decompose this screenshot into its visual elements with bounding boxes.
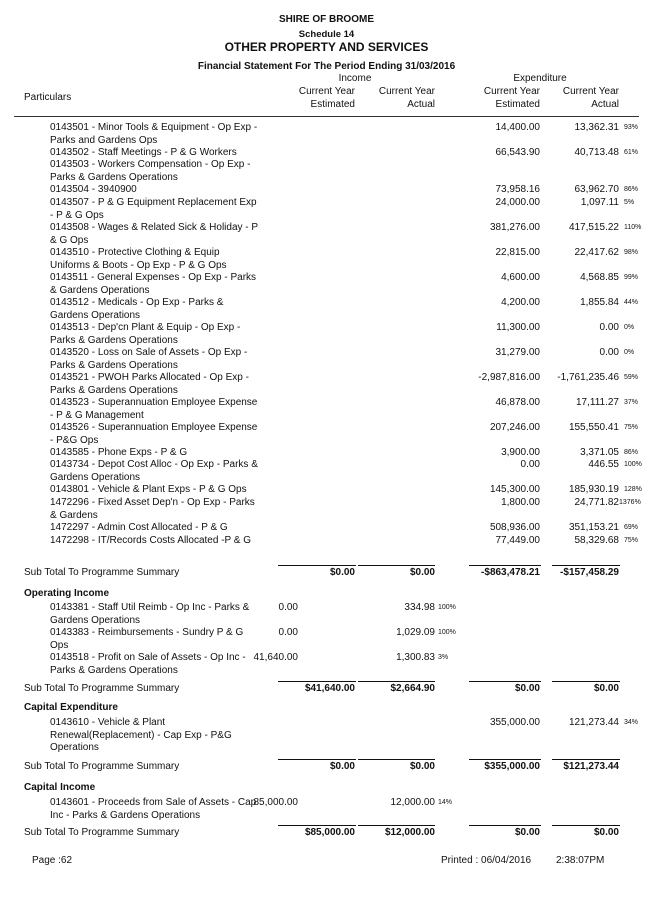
subtotal-rule	[469, 681, 541, 682]
subtotal-label: Sub Total To Programme Summary	[24, 827, 180, 838]
expenditure-actual: -1,761,235.46	[557, 372, 619, 383]
account-description: 1472298 - IT/Records Costs Allocated -P & G	[50, 535, 252, 546]
expenditure-estimated: 1,800.00	[501, 497, 540, 508]
income-estimated: 85,000.00	[253, 797, 298, 808]
income-estimated: 41,640.00	[253, 652, 298, 663]
income-group-header: Income	[338, 73, 372, 84]
expenditure-actual: 63,962.70	[574, 184, 619, 195]
subtotal-income-actual: $0.00	[409, 761, 435, 772]
subtotal-rule	[358, 565, 435, 566]
income-percent: 3%	[438, 654, 449, 661]
expenditure-actual: 0.00	[599, 347, 619, 358]
capital-expenditure-title: Capital Expenditure	[24, 702, 118, 713]
income-estimated: 0.00	[278, 602, 298, 613]
subtotal-label: Sub Total To Programme Summary	[24, 761, 180, 772]
capital-income-title: Capital Income	[24, 782, 96, 793]
subtotal-income-actual: $2,664.90	[390, 683, 435, 694]
expenditure-estimated: 0.00	[520, 459, 540, 470]
expenditure-percent: 0%	[624, 349, 635, 356]
expenditure-percent: 75%	[624, 537, 639, 544]
expenditure-percent: 44%	[624, 299, 639, 306]
expenditure-actual: 155,550.41	[568, 422, 619, 433]
account-description: 0143734 - Depot Cost Alloc - Op Exp - Parks & Gardens Operations	[50, 459, 258, 483]
expenditure-estimated: 4,600.00	[501, 272, 540, 283]
expenditure-actual: 351,153.21	[568, 522, 619, 533]
expenditure-actual: 40,713.48	[574, 147, 619, 158]
account-description: 0143801 - Vehicle & Plant Exps - P & G Ops	[50, 484, 247, 495]
account-description: 0143508 - Wages & Related Sick & Holiday - P & G Ops	[50, 222, 258, 246]
expenditure-estimated: 11,300.00	[496, 322, 540, 333]
expenditure-percent: 37%	[624, 399, 639, 406]
expenditure-actual: 22,417.62	[574, 247, 619, 258]
expenditure-estimated: 3,900.00	[501, 447, 540, 458]
expenditure-percent: 69%	[624, 524, 639, 531]
account-description: 0143518 - Profit on Sale of Assets - Op Inc - Parks & Gardens Operations	[50, 652, 246, 676]
account-description: 0143381 - Staff Util Reimb - Op Inc - Parks & Gardens Operations	[50, 602, 250, 626]
schedule-number: Schedule 14	[298, 29, 355, 40]
subtotal-rule	[469, 565, 541, 566]
expenditure-actual: 58,329.68	[574, 535, 619, 546]
expenditure-percent: 34%	[624, 719, 639, 726]
account-description: 0143610 - Vehicle & Plant Renewal(Replacement) - Cap Exp - P&G Operations	[50, 717, 232, 753]
operating-income-title: Operating Income	[24, 588, 110, 599]
header-divider	[14, 116, 639, 117]
account-description: 0143504 - 3940900	[50, 184, 137, 195]
subtotal-expenditure-estimated: $355,000.00	[484, 761, 540, 772]
expenditure-percent: 5%	[624, 199, 635, 206]
subtotal-rule	[469, 759, 541, 760]
income-estimated-header: Current Year Estimated	[298, 86, 355, 110]
expenditure-actual: 417,515.22	[568, 222, 619, 233]
account-description: 1472296 - Fixed Asset Dep'n - Op Exp - Parks & Gardens	[50, 497, 255, 521]
income-actual: 1,300.83	[396, 652, 435, 663]
subtotal-income-actual: $0.00	[409, 567, 435, 578]
expenditure-actual: 17,111.27	[575, 397, 619, 408]
subtotal-income-estimated: $85,000.00	[304, 827, 355, 838]
account-description: 0143513 - Dep'cn Plant & Equip - Op Exp - Parks & Gardens Operations	[50, 322, 241, 346]
income-actual: 334.98	[404, 602, 435, 613]
subtotal-rule	[552, 759, 620, 760]
subtotal-income-estimated: $0.00	[329, 567, 355, 578]
expenditure-estimated: 46,878.00	[495, 397, 540, 408]
account-description: 0143585 - Phone Exps - P & G	[50, 447, 188, 458]
account-description: 0143512 - Medicals - Op Exp - Parks & Gardens Operations	[50, 297, 224, 321]
expenditure-percent: 99%	[624, 274, 639, 281]
expenditure-group-header: Expenditure	[513, 73, 567, 84]
expenditure-percent: 128%	[624, 486, 642, 493]
expenditure-percent: 86%	[624, 449, 639, 456]
account-description: 0143521 - PWOH Parks Allocated - Op Exp - Parks & Gardens Operations	[50, 372, 249, 396]
expenditure-estimated: 73,958.16	[495, 184, 540, 195]
report-period: Financial Statement For The Period Ending 31/03/2016	[197, 61, 456, 72]
account-description: 0143507 - P & G Equipment Replacement Exp - P & G Ops	[50, 197, 257, 221]
account-description: 0143510 - Protective Clothing & Equip Uniforms & Boots - Op Exp - P & G Ops	[50, 247, 227, 271]
subtotal-income-actual: $12,000.00	[384, 827, 435, 838]
expenditure-estimated: 145,300.00	[489, 484, 540, 495]
subtotal-rule	[278, 565, 356, 566]
subtotal-rule	[358, 681, 435, 682]
account-description: 1472297 - Admin Cost Allocated - P & G	[50, 522, 228, 533]
account-description: 0143601 - Proceeds from Sale of Assets - Cap Inc - Parks & Gardens Operations	[50, 797, 257, 821]
council-name: SHIRE OF BROOME	[278, 14, 374, 25]
income-estimated: 0.00	[278, 627, 298, 638]
expenditure-percent: 98%	[624, 249, 639, 256]
income-actual-header: Current Year Actual	[378, 86, 435, 110]
expenditure-estimated: 355,000.00	[489, 717, 540, 728]
expenditure-estimated: 66,543.90	[495, 147, 540, 158]
subtotal-label: Sub Total To Programme Summary	[24, 567, 180, 578]
expenditure-actual: 1,855.84	[580, 297, 619, 308]
income-percent: 100%	[438, 604, 456, 611]
expenditure-actual: 13,362.31	[574, 122, 619, 133]
expenditure-actual-header: Current Year Actual	[562, 86, 619, 110]
subtotal-rule	[552, 565, 620, 566]
printed-date: Printed : 06/04/2016	[441, 855, 532, 866]
subtotal-income-estimated: $41,640.00	[304, 683, 355, 694]
particulars-header: Particulars	[24, 92, 72, 103]
expenditure-percent: 59%	[624, 374, 639, 381]
expenditure-percent: 0%	[624, 324, 635, 331]
income-percent: 100%	[438, 629, 456, 636]
subtotal-income-estimated: $0.00	[329, 761, 355, 772]
expenditure-actual: 1,097.11	[580, 197, 619, 208]
account-description: 0143526 - Superannuation Employee Expense - P&G Ops	[50, 422, 258, 446]
page-number: Page :62	[32, 855, 73, 866]
expenditure-actual: 3,371.05	[580, 447, 619, 458]
account-description: 0143511 - General Expenses - Op Exp - Parks & Gardens Operations	[50, 272, 257, 296]
subtotal-rule	[552, 825, 620, 826]
subtotal-expenditure-estimated: $0.00	[514, 683, 540, 694]
subtotal-rule	[552, 681, 620, 682]
income-actual: 1,029.09	[396, 627, 435, 638]
expenditure-estimated: 31,279.00	[495, 347, 540, 358]
expenditure-estimated: 77,449.00	[495, 535, 540, 546]
expenditure-percent: 93%	[624, 124, 639, 131]
expenditure-estimated: 207,246.00	[489, 422, 540, 433]
report-title: OTHER PROPERTY AND SERVICES	[224, 40, 429, 54]
subtotal-label: Sub Total To Programme Summary	[24, 683, 180, 694]
subtotal-expenditure-estimated: $0.00	[514, 827, 540, 838]
expenditure-actual: 185,930.19	[568, 484, 619, 495]
income-actual: 12,000.00	[390, 797, 435, 808]
expenditure-estimated: 14,400.00	[495, 122, 540, 133]
expenditure-estimated-header: Current Year Estimated	[483, 86, 540, 110]
subtotal-rule	[469, 825, 541, 826]
expenditure-estimated: 508,936.00	[489, 522, 540, 533]
expenditure-estimated: 381,276.00	[489, 222, 540, 233]
printed-time: 2:38:07PM	[556, 855, 605, 866]
subtotal-expenditure-actual: $0.00	[593, 827, 619, 838]
expenditure-estimated: 4,200.00	[501, 297, 540, 308]
subtotal-rule	[278, 759, 356, 760]
subtotal-rule	[358, 825, 435, 826]
expenditure-actual: 24,771.82	[574, 497, 619, 508]
account-description: 0143502 - Staff Meetings - P & G Workers	[50, 147, 237, 158]
income-percent: 14%	[438, 799, 453, 806]
subtotal-rule	[278, 681, 356, 682]
expenditure-percent: 86%	[624, 186, 639, 193]
account-description: 0143501 - Minor Tools & Equipment - Op Exp - Parks and Gardens Ops	[50, 122, 258, 146]
subtotal-expenditure-actual: -$157,458.29	[560, 567, 619, 578]
account-description: 0143523 - Superannuation Employee Expense - P & G Management	[50, 397, 258, 421]
account-description: 0143503 - Workers Compensation - Op Exp - Parks & Gardens Operations	[50, 159, 251, 183]
subtotal-expenditure-estimated: -$863,478.21	[481, 567, 540, 578]
expenditure-estimated: 24,000.00	[495, 197, 540, 208]
expenditure-estimated: -2,987,816.00	[478, 372, 540, 383]
expenditure-percent: 100%	[624, 461, 642, 468]
subtotal-expenditure-actual: $0.00	[593, 683, 619, 694]
account-description: 0143383 - Reimbursements - Sundry P & G Ops	[50, 627, 244, 651]
expenditure-actual: 0.00	[599, 322, 619, 333]
expenditure-estimated: 22,815.00	[495, 247, 540, 258]
subtotal-rule	[278, 825, 356, 826]
account-description: 0143520 - Loss on Sale of Assets - Op Exp - Parks & Gardens Operations	[50, 347, 248, 371]
expenditure-percent: 75%	[624, 424, 639, 431]
expenditure-percent: 1376%	[619, 499, 641, 506]
expenditure-percent: 110%	[624, 224, 642, 231]
expenditure-actual: 446.55	[588, 459, 619, 470]
expenditure-actual: 4,568.85	[580, 272, 619, 283]
expenditure-percent: 61%	[624, 149, 639, 156]
expenditure-actual: 121,273.44	[568, 717, 619, 728]
subtotal-rule	[358, 759, 435, 760]
subtotal-expenditure-actual: $121,273.44	[563, 761, 619, 772]
